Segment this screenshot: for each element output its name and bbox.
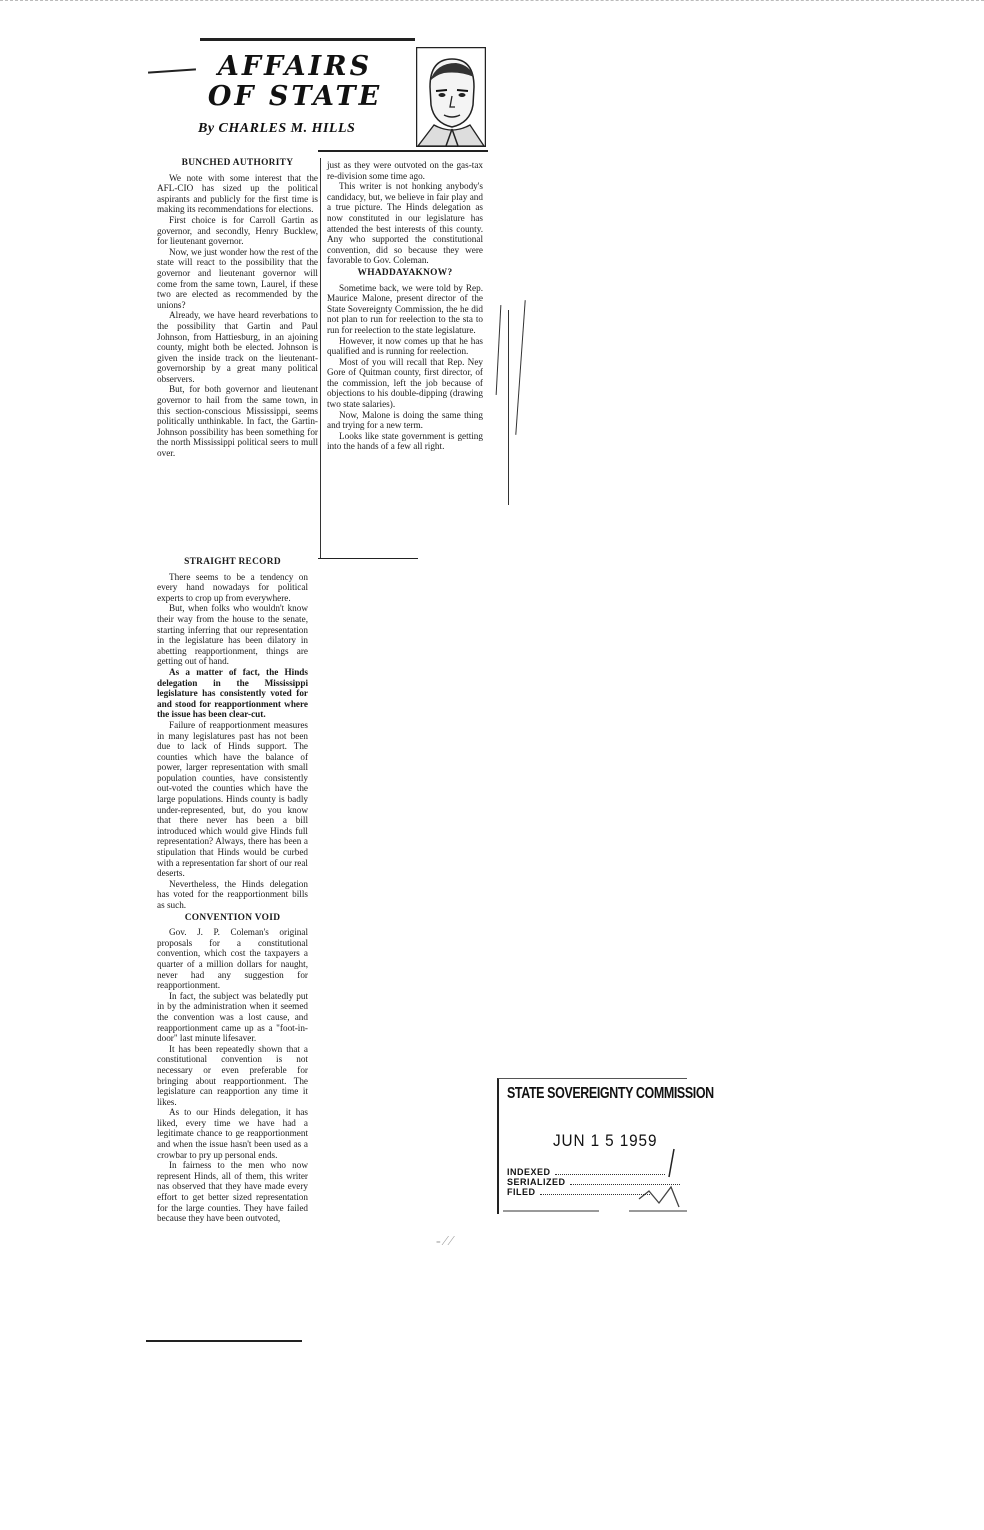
column-1-top [157,156,318,459]
masthead-left-dash [148,68,196,73]
column-2-end-rule [318,558,418,559]
margin-mark [496,305,502,395]
section-heading: STRAIGHT RECORD [184,557,281,567]
section-heading: WHADDAYAKNOW? [357,267,453,278]
paragraph: Already, we have heard reverbations to the possibility that Gartin and Paul Johnson, from Hattiesburg, in an ajoining county, might both be elected. Johnson is given the inside track on the lieutenant-governorship by a great many political observers. [157,310,318,384]
paragraph: However, it now comes up that he has qualified and is running for reelection. [327,335,483,357]
paragraph: We note with some interest that the AFL-CIO has sized up the political aspirants and publicly for the first time is making its recommendations for elections. [157,172,318,215]
sovereignty-commission-stamp [497,1078,714,1214]
paragraph: Gov. J. P. Coleman's original proposals for a constitutional convention, which cost the taxpayers a quarter of a million dollars for naught, never had any suggestion for reapportionment. [157,927,308,991]
masthead-top-rule [200,38,415,41]
stamp-serialized-label: SERIALIZED [507,1177,566,1187]
paragraph: Nevertheless, the Hinds delegation has voted for the reapportionment bills as such. [157,878,308,910]
section-heading: CONVENTION VOID [184,912,281,923]
paragraph: This writer is not honking anybody's candidacy, but, we believe in fair play and a true picture. The Hinds delegation as now constituted in our legislature has attended the best interests of this county. Any who supported the constitutional convention, did so because they were favorable to Gov. Coleman. [327,181,483,266]
scan-smudge: - ⁄ ⁄ [436,1234,453,1249]
stamp-filed-label: FILED [507,1187,536,1197]
title-line-2: OF STATE [207,81,383,112]
paragraph: Now, we just wonder how the rest of the state will react to the possibility that the governor and lieutenant governor will come from the same town, Laurel, if these two are elected as recommended by the unions? [157,246,318,310]
paragraph: Most of you will recall that Rep. Ney Gore of Quitman county, first director, of the commission, left the job because of objections to his double-dipping (drawing two state salaries). [327,356,483,410]
margin-mark [508,310,509,505]
margin-mark [515,300,525,435]
paragraph: But, when folks who wouldn't know their way from the house to the senate, starting inferring that our representation in the legislature has been dilatory in abetting reapportionment, things are getting out of hand. [157,603,308,667]
paragraph: It has been repeatedly shown that a constitutional convention is not necessary or even preferable for bringing about reapportionment. The legislature can reapportion any time it likes. [157,1043,308,1107]
column-2 [327,160,483,452]
paragraph: As a matter of fact, the Hinds delegation in the Mississippi legislature has consistently voted for and stood for reapportionment where the issue has been clear-cut. [157,666,308,720]
paragraph: There seems to be a tendency on every hand nowadays for political experts to crop up from everywhere. [157,571,308,603]
stamp-date: JUN 1 5 1959 [553,1131,658,1150]
paragraph: First choice is for Carroll Gartin as governor, and secondly, Henry Bucklew, for lieutenant governor. [157,214,318,247]
paragraph: Failure of reapportionment measures in many legislatures past has not been due to lack of Hinds support. The counties which have the balance of power, larger representation with small population counties, have consistently out-voted the counties which have the large populations. Hinds county is badly under-represented, but, do you know that there never has been a bill introduced which would give Hinds full representation? Always, there has been a stipulation that Hinds would be curbed with a representation far short of our real deserts. [157,719,308,879]
paragraph: Sometime back, we were told by Rep. Maurice Malone, present director of the State Sovereignty Commission, the he did not plan to run for reelection to the sta to run for reelection to the state legislature. [327,282,483,335]
byline: By CHARLES M. HILLS [198,121,356,136]
paragraph: But, for both governor and lieutenant governor to hail from the same town, in this section-conscious Mississippi, seems politically unthinkable. In fact, the Gartin-Johnson possibility has been something for the north Mississippi political seers to mull over. [157,384,318,459]
section-heading: BUNCHED AUTHORITY [181,158,294,168]
title-line-1: AFFAIRS [217,51,373,82]
paragraph: In fairness to the men who now represent Hinds, all of them, this writer nas observed that they have made every effort to get better sized representation for the large counties. They have failed because they have been outvoted, [157,1160,308,1224]
column-title [200,52,390,112]
column-1-continued [157,555,308,1224]
paragraph: just as they were outvoted on the gas-tax re-division some time ago. [327,160,483,181]
byline-rule [318,150,488,152]
paragraph: Looks like state government is getting into the hands of a few all right. [327,430,483,452]
stamp-handwriting [499,1079,687,1214]
column-divider [320,158,321,558]
paragraph: In fact, the subject was belatedly put in by the administration when it seemed the convention was a lost cause, and reapportionment came up as a "foot-in-door" last minute lifesaver. [157,990,308,1044]
column-1-end-rule [146,1340,302,1342]
stamp-title: STATE SOVEREIGNTY COMMISSION [507,1085,714,1102]
author-portrait [416,47,486,147]
paragraph: Now, Malone is doing the same thing and trying for a new term. [327,409,483,431]
scan-top-edge [0,0,984,3]
paragraph: As to our Hinds delegation, it has liked, every time we have had a legitimate chance to ge reapportionment and when the issue hasn't been used as a crowbar to pry up personal ends. [157,1107,308,1160]
stamp-indexed-label: INDEXED [507,1167,551,1177]
